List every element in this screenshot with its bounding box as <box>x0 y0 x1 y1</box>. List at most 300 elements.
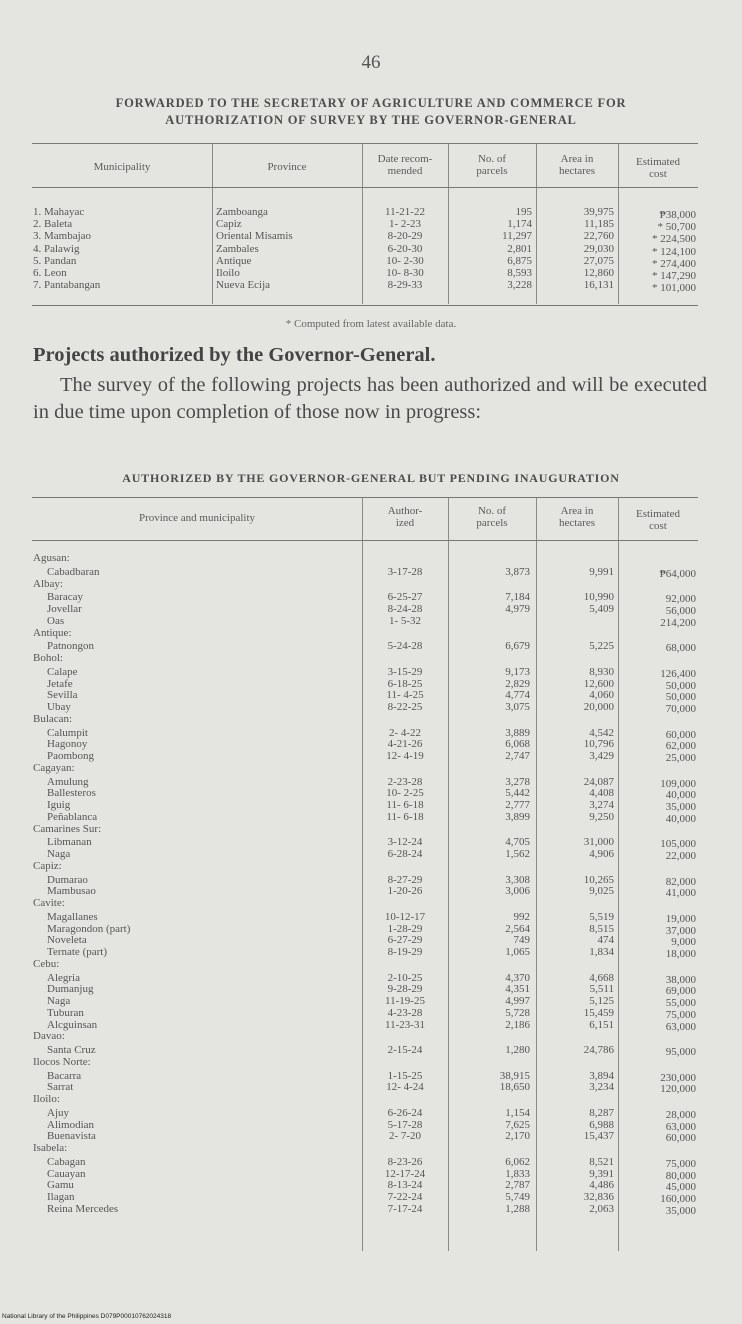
table2-area: 4,906 <box>589 848 614 860</box>
table1-header-province: Province <box>267 161 307 173</box>
table1-header-cost-line1: Estimated <box>636 156 680 168</box>
table2-parcels: 4,774 <box>505 689 530 702</box>
table2-municipality-name: Gamu <box>47 1179 74 1192</box>
table2-parcels: 2,777 <box>505 799 530 811</box>
table2-authorized-date: 12- 4-24 <box>386 1081 424 1094</box>
table1-area: 27,075 <box>583 254 614 267</box>
table2-cost: 35,000 <box>665 1204 696 1217</box>
table2-parcels: 2,564 <box>505 922 530 935</box>
table2-cost: 92,000 <box>665 593 696 606</box>
table2-authorized-date: 10-12-17 <box>384 910 426 923</box>
table2-province-name: Bohol: <box>33 652 63 664</box>
table2-municipality-name: Ternate (part) <box>47 946 107 958</box>
table2-authorized-date: 4-21-26 <box>387 738 423 751</box>
table2-parcels: 3,873 <box>505 565 530 578</box>
table2-province-name: Cebu: <box>33 957 60 970</box>
table2-parcels: 4,979 <box>505 603 530 615</box>
table2-cost: 22,000 <box>665 850 696 862</box>
table2-municipality-name: Sarrat <box>47 1081 74 1094</box>
table2-municipality-name: Tuburan <box>47 1006 84 1019</box>
table2-cost: 60,000 <box>665 1132 696 1145</box>
table2-cost: 18,000 <box>665 948 696 960</box>
table1-parcels: 8,593 <box>507 267 532 279</box>
table2-municipality-name: Cauayan <box>47 1167 86 1180</box>
table2-parcels: 4,351 <box>505 983 530 996</box>
table2-cost: 38,000 <box>665 973 696 986</box>
table1-header-parcels <box>448 153 536 177</box>
table2-municipality-name: Bacarra <box>47 1069 82 1082</box>
table2-authorized-date: 10- 2-25 <box>386 787 424 800</box>
table2-cost: 56,000 <box>665 605 696 617</box>
table2-parcels: 1,154 <box>505 1106 530 1119</box>
table2-authorized-date: 11-19-25 <box>385 995 425 1007</box>
table2-area: 5,409 <box>589 603 614 615</box>
table1-cost: * 124,100 <box>652 245 696 258</box>
table1-municipality: 1. Mahayac <box>33 206 85 218</box>
table2-authorized-date: 1-20-26 <box>387 885 423 898</box>
table2-area: 10,796 <box>583 738 614 751</box>
table1-header-date-line1: Date recom- <box>377 153 433 165</box>
table1-date: 1- 2-23 <box>388 218 422 231</box>
table2-authorized-date: 2-15-24 <box>387 1044 423 1056</box>
table2-parcels: 3,278 <box>505 775 530 788</box>
table2-header-authorized-line1: Author- <box>387 505 423 517</box>
table2-municipality-name: Noveleta <box>47 934 87 947</box>
table1-province: Capiz <box>216 218 242 231</box>
table2-municipality-name: Naga <box>47 848 71 860</box>
table2-cost: 62,000 <box>665 740 696 753</box>
table2-province-name: Isabela: <box>33 1142 68 1154</box>
table1-top-rule <box>32 143 698 144</box>
table2-authorized-date: 9-28-29 <box>387 983 423 996</box>
table2-authorized-date: 12-17-24 <box>384 1167 426 1180</box>
table2-area: 3,894 <box>589 1069 614 1082</box>
table1-footnote: * Computed from latest available data. <box>285 318 457 330</box>
table2-province-name: Albay: <box>33 577 63 590</box>
table2-area: 8,521 <box>589 1155 614 1168</box>
table2-municipality-name: Maragondon (part) <box>47 922 131 935</box>
table2-authorized-date: 11- 6-18 <box>386 799 424 811</box>
table2-header-parcels <box>448 505 536 529</box>
table2-area: 474 <box>597 934 614 947</box>
table2-parcels: 1,288 <box>505 1202 530 1215</box>
table1-parcels: 2,801 <box>507 242 532 255</box>
table2-area: 4,408 <box>589 787 614 800</box>
table2-authorized-date: 8-13-24 <box>387 1179 423 1192</box>
table2-cost: 105,000 <box>660 838 696 851</box>
table2-area: 5,519 <box>589 910 614 923</box>
top-caption-line-2: AUTHORIZATION OF SURVEY BY THE GOVERNOR-GENERAL <box>165 113 577 127</box>
table2-cost: 68,000 <box>665 642 696 655</box>
table2-authorized-date: 1-15-25 <box>387 1069 423 1082</box>
table1-date: 8-20-29 <box>387 230 423 243</box>
table2-authorized-date: 5-24-28 <box>387 640 423 653</box>
table2-authorized-date: 7-22-24 <box>387 1191 423 1203</box>
table2-area: 5,511 <box>589 983 614 996</box>
table2-parcels: 1,833 <box>505 1167 530 1180</box>
table2-area: 10,990 <box>583 591 614 604</box>
library-credit: National Library of the Philippines D079P00010762024318 <box>2 1313 172 1320</box>
table2-municipality-name: Iguig <box>47 799 71 811</box>
table2-municipality-name: Alcguinsan <box>47 1018 98 1031</box>
table2-header-cost <box>618 508 698 532</box>
table1-date: 6-20-30 <box>387 242 423 255</box>
table2-cost: 82,000 <box>665 875 696 888</box>
table2-parcels: 3,075 <box>505 701 530 713</box>
table2-cost: 230,000 <box>660 1071 696 1084</box>
table2-municipality-name: Reina Mercedes <box>47 1202 119 1215</box>
table1-municipality: 5. Pandan <box>33 254 77 267</box>
table1-cost: * 50,700 <box>657 221 696 234</box>
table2-area: 5,225 <box>589 640 614 653</box>
table2-area: 4,486 <box>589 1179 614 1192</box>
table2-area: 24,087 <box>583 775 614 788</box>
table2-cost: 70,000 <box>665 703 696 715</box>
table2-municipality-name: Hagonoy <box>47 738 88 751</box>
table1-province: Zamboanga <box>216 206 268 218</box>
table2-municipality-name: Magallanes <box>47 910 98 923</box>
table2-cost: ₱64,000 <box>659 567 696 580</box>
table2-authorized-date: 4-23-28 <box>387 1006 423 1019</box>
table1-bottom-rule <box>32 305 698 306</box>
top-caption <box>0 95 742 129</box>
table2-authorized-date: 11- 6-18 <box>386 810 424 823</box>
table2-province-name: Cavite: <box>33 897 65 909</box>
table2-authorized-date: 11- 4-25 <box>386 689 424 702</box>
table2-authorized-date: 2- 4-22 <box>388 726 422 739</box>
table2-municipality-name: Libmanan <box>47 836 92 849</box>
table2-authorized-date: 8-23-26 <box>387 1155 423 1168</box>
table2-municipality-name: Dumarao <box>47 873 88 886</box>
table2-area: 31,000 <box>583 836 614 849</box>
table2-province-name: Agusan: <box>33 552 70 564</box>
table2-area: 3,429 <box>589 750 614 762</box>
table2-authorized-date: 8-24-28 <box>387 603 423 615</box>
table1-cost: * 274,400 <box>652 257 696 270</box>
table1-area: 16,131 <box>583 279 614 292</box>
table2-cost: 80,000 <box>665 1169 696 1182</box>
table1-municipality: 6. Leon <box>33 267 67 279</box>
table2-authorized-date: 8-19-29 <box>387 946 423 958</box>
table2-municipality-name: Jetafe <box>47 677 73 690</box>
table2-area: 6,988 <box>589 1118 614 1131</box>
table2-area: 5,125 <box>589 995 614 1007</box>
top-caption-line-1: FORWARDED TO THE SECRETARY OF AGRICULTURE AND COMMERCE FOR <box>115 96 627 110</box>
table2-area: 3,234 <box>589 1081 614 1094</box>
table2-municipality-name: Baracay <box>47 591 84 604</box>
table2-province-name: Ilocos Norte: <box>33 1055 91 1068</box>
table2-area: 8,515 <box>589 922 614 935</box>
table1-area: 22,760 <box>583 230 614 243</box>
table2-header-parcels-line2: parcels <box>476 517 508 529</box>
table1-municipality: 4. Palawig <box>33 242 80 255</box>
table1-cost: * 147,290 <box>652 270 696 282</box>
table2-parcels: 2,747 <box>505 750 530 762</box>
table2-authorized-date: 6-26-24 <box>387 1106 423 1119</box>
table2-cost: 55,000 <box>665 997 696 1009</box>
table2-municipality-name: Calumpit <box>47 726 88 739</box>
section-heading: Projects authorized by the Governor-General. <box>33 344 436 366</box>
table2-municipality-name: Cabadbaran <box>47 565 100 578</box>
table2-province-name: Davao: <box>33 1030 65 1043</box>
table2-municipality-name: Oas <box>47 614 65 627</box>
table2-municipality-name: Calape <box>47 665 78 678</box>
table2-cost: 160,000 <box>660 1193 696 1205</box>
table2-authorized-date: 3-17-28 <box>387 565 423 578</box>
table1-date: 10- 2-30 <box>386 254 424 267</box>
table2-province-name: Antique: <box>33 626 72 639</box>
table2-parcels: 2,170 <box>505 1130 530 1143</box>
table2-parcels: 9,173 <box>505 665 530 678</box>
table2-area: 9,391 <box>589 1167 614 1180</box>
table2-area: 9,025 <box>589 885 614 898</box>
table2-province-name: Camarines Sur: <box>33 822 102 835</box>
table1-date: 10- 8-30 <box>386 267 424 279</box>
table2-cost: 109,000 <box>660 777 696 790</box>
table2-area: 32,836 <box>583 1191 614 1203</box>
table2-municipality-name: Ajuy <box>47 1106 69 1119</box>
table1-area: 29,030 <box>583 242 614 255</box>
table2-cost: 50,000 <box>665 691 696 704</box>
table1-header-cost-line2: cost <box>649 168 667 180</box>
table2-header-cost-line1: Estimated <box>636 508 680 520</box>
table2-parcels: 4,370 <box>505 971 530 984</box>
table2-cost: 214,200 <box>660 616 696 629</box>
table2-area: 4,542 <box>589 726 614 739</box>
table1-parcels: 1,174 <box>507 218 532 231</box>
table1-header-area-line1: Area in <box>560 153 594 165</box>
table1-header-date-line2: mended <box>387 165 423 177</box>
table2-province-name: Capiz: <box>33 859 62 872</box>
table1-cost: * 101,000 <box>652 282 696 295</box>
table2-parcels: 3,308 <box>505 873 530 886</box>
table2-parcels: 3,889 <box>505 726 530 739</box>
table1-header-date <box>362 153 448 177</box>
table2-cost: 120,000 <box>660 1083 696 1096</box>
table2-cost: 95,000 <box>665 1046 696 1058</box>
table2-parcels: 5,728 <box>505 1006 530 1019</box>
table2-parcels: 4,997 <box>505 995 530 1007</box>
second-caption-wrap <box>0 470 742 487</box>
table2-authorized-date: 6-27-29 <box>387 934 423 947</box>
table1-parcels: 6,875 <box>507 254 532 267</box>
table2-municipality-name: Paombong <box>47 750 95 762</box>
table2-authorized-date: 6-18-25 <box>387 677 423 690</box>
table2-authorized-date: 12- 4-19 <box>386 750 424 762</box>
table1-header-area-line2: hectares <box>558 165 596 177</box>
table2-area: 15,437 <box>583 1130 614 1143</box>
table2-cost: 63,000 <box>665 1120 696 1133</box>
table1-area: 39,975 <box>583 206 614 218</box>
table2-parcels: 5,442 <box>505 787 530 800</box>
table2-cost: 35,000 <box>665 801 696 813</box>
table2-cost: 45,000 <box>665 1181 696 1194</box>
intro-paragraph: The survey of the following projects has been authorized and will be executed in due time upon completion of those now in progress: <box>33 374 707 423</box>
table2-area: 15,459 <box>583 1006 614 1019</box>
table1-cost: * 224,500 <box>652 233 696 246</box>
table2-municipality-name: Naga <box>47 995 71 1007</box>
table2-area: 1,834 <box>589 946 614 958</box>
table2-municipality-name: Sevilla <box>47 689 78 702</box>
table2-parcels: 1,280 <box>505 1044 530 1056</box>
table2-parcels: 38,915 <box>499 1069 530 1082</box>
page-number: 46 <box>361 52 381 73</box>
table2-header-area <box>536 505 618 529</box>
table2-cost: 75,000 <box>665 1008 696 1021</box>
table2-municipality-name: Ballesteros <box>47 787 96 800</box>
table2-province-name: Bulacan: <box>33 712 73 725</box>
table1-province: Antique <box>216 254 252 267</box>
table2-municipality-name: Santa Cruz <box>47 1044 96 1056</box>
table1-header-area <box>536 153 618 177</box>
table1-parcels: 11,297 <box>502 230 532 243</box>
table2-cost: 19,000 <box>665 912 696 925</box>
table2-cost: 60,000 <box>665 728 696 741</box>
table2-cost: 28,000 <box>665 1108 696 1121</box>
table2-area: 4,060 <box>589 689 614 702</box>
table2-municipality-name: Ilagan <box>47 1191 75 1203</box>
table2-divider <box>448 498 449 1251</box>
table2-header-area-line1: Area in <box>560 505 594 517</box>
table1-municipality: 3. Mambajao <box>33 230 92 243</box>
table2-area: 9,250 <box>589 810 614 823</box>
table2-parcels: 749 <box>513 934 530 947</box>
table2-municipality-name: Jovellar <box>47 603 82 615</box>
table2-parcels: 3,006 <box>505 885 530 898</box>
table2-area: 9,991 <box>589 565 614 578</box>
table2-authorized-date: 1- 5-32 <box>388 614 422 627</box>
table1-area: 11,185 <box>584 218 614 231</box>
table2-parcels: 3,899 <box>505 810 530 823</box>
table2-authorized-date: 2- 7-20 <box>388 1130 422 1143</box>
table1-date: 8-29-33 <box>387 279 423 292</box>
table2-parcels: 2,787 <box>505 1179 530 1192</box>
table2-parcels: 7,625 <box>505 1118 530 1131</box>
table2-parcels: 18,650 <box>499 1081 530 1094</box>
table2-cost: 50,000 <box>665 679 696 692</box>
table2-header-parcels-line1: No. of <box>477 505 507 517</box>
table2-authorized-date: 5-17-28 <box>387 1118 423 1131</box>
table2-authorized-date: 11-23-31 <box>385 1018 425 1031</box>
table2-cost: 75,000 <box>665 1157 696 1170</box>
table2-parcels: 1,562 <box>505 848 530 860</box>
table1-province: Nueva Ecija <box>216 279 271 292</box>
table2-municipality-name: Buenavista <box>47 1130 96 1143</box>
table1-municipality: 2. Baleta <box>33 218 73 231</box>
table2-area: 8,287 <box>589 1106 614 1119</box>
table1-area: 12,860 <box>583 267 614 279</box>
table2-header-authorized-line2: ized <box>395 517 415 529</box>
table2-authorized-date: 8-22-25 <box>387 701 423 713</box>
table2-header-authorized <box>362 505 448 529</box>
table1-cost: ₱38,000 <box>659 209 696 221</box>
table2-header-area-line2: hectares <box>558 517 596 529</box>
table2-area: 3,274 <box>589 799 614 811</box>
table2-cost: 63,000 <box>665 1020 696 1033</box>
table1-province: Zambales <box>216 242 259 255</box>
table1-parcels: 3,228 <box>507 279 532 292</box>
table2-authorized-date: 3-12-24 <box>387 836 423 849</box>
table2-authorized-date: 7-17-24 <box>387 1202 423 1215</box>
table2-cost: 41,000 <box>665 887 696 900</box>
second-caption: AUTHORIZED BY THE GOVERNOR-GENERAL BUT PENDING INAUGURATION <box>122 471 620 485</box>
table2-municipality-name: Alimodian <box>47 1118 95 1131</box>
table2-parcels: 2,186 <box>505 1018 530 1031</box>
table1-province: Oriental Misamis <box>216 230 293 243</box>
table2-municipality-name: Amulung <box>47 775 89 788</box>
table1-header-rule <box>32 187 698 188</box>
table2-area: 2,063 <box>589 1202 614 1215</box>
table2-parcels: 6,679 <box>505 640 530 653</box>
table2-cost: 25,000 <box>665 752 696 764</box>
table2-area: 4,668 <box>589 971 614 984</box>
table2-parcels: 6,068 <box>505 738 530 751</box>
table2-header-place: Province and municipality <box>138 512 256 524</box>
table2-divider <box>536 498 537 1251</box>
table2-top-rule <box>32 497 698 498</box>
table1-header-parcels-line1: No. of <box>477 153 507 165</box>
table2-parcels: 4,705 <box>505 836 530 849</box>
table2-authorized-date: 8-27-29 <box>387 873 423 886</box>
table1-date: 11-21-22 <box>385 206 425 218</box>
table2-area: 20,000 <box>583 701 614 713</box>
table2-cost: 69,000 <box>665 985 696 998</box>
table2-divider <box>618 498 619 1251</box>
table2-municipality-name: Alegria <box>47 971 80 984</box>
table1-header-municipality: Municipality <box>93 161 151 173</box>
table1-province: Iloilo <box>216 267 240 279</box>
table2-municipality-name: Cabagan <box>47 1155 86 1168</box>
table2-province-name: Cagayan: <box>33 761 75 774</box>
table1-municipality: 7. Pantabangan <box>33 279 101 292</box>
table1-parcels: 195 <box>515 206 532 218</box>
table2-area: 10,265 <box>583 873 614 886</box>
table2-municipality-name: Dumanjug <box>47 983 94 996</box>
table1-header-cost <box>618 156 698 180</box>
table2-area: 12,600 <box>583 677 614 690</box>
table2-authorized-date: 6-25-27 <box>387 591 423 604</box>
table2-divider <box>362 498 363 1251</box>
table2-authorized-date: 2-23-28 <box>387 775 423 788</box>
table2-area: 8,930 <box>589 665 614 678</box>
table2-area: 6,151 <box>589 1018 614 1031</box>
table2-authorized-date: 6-28-24 <box>387 848 423 860</box>
table2-municipality-name: Peñablanca <box>47 810 98 823</box>
table2-cost: 40,000 <box>665 812 696 825</box>
table2-parcels: 2,829 <box>505 677 530 690</box>
table2-authorized-date: 3-15-29 <box>387 665 423 678</box>
table2-cost: 126,400 <box>660 667 696 680</box>
table2-municipality-name: Mambusao <box>47 885 96 898</box>
table2-municipality-name: Patnongon <box>47 640 95 653</box>
table2-authorized-date: 2-10-25 <box>387 971 423 984</box>
table2-parcels: 5,749 <box>505 1191 530 1203</box>
table2-cost: 9,000 <box>671 936 696 949</box>
table2-parcels: 7,184 <box>505 591 530 604</box>
table2-province-name: Iloilo: <box>33 1093 60 1105</box>
table2-municipality-name: Ubay <box>47 701 71 713</box>
table2-header-rule <box>32 540 698 541</box>
table2-parcels: 992 <box>513 910 530 923</box>
table2-cost: 40,000 <box>665 789 696 802</box>
table2-authorized-date: 1-28-29 <box>387 922 423 935</box>
table2-header-cost-line2: cost <box>649 520 667 532</box>
table2-parcels: 6,062 <box>505 1155 530 1168</box>
table2-parcels: 1,065 <box>505 946 530 958</box>
table2-cost: 37,000 <box>665 924 696 937</box>
table1-header-parcels-line2: parcels <box>476 165 508 177</box>
table2-area: 24,786 <box>583 1044 614 1056</box>
